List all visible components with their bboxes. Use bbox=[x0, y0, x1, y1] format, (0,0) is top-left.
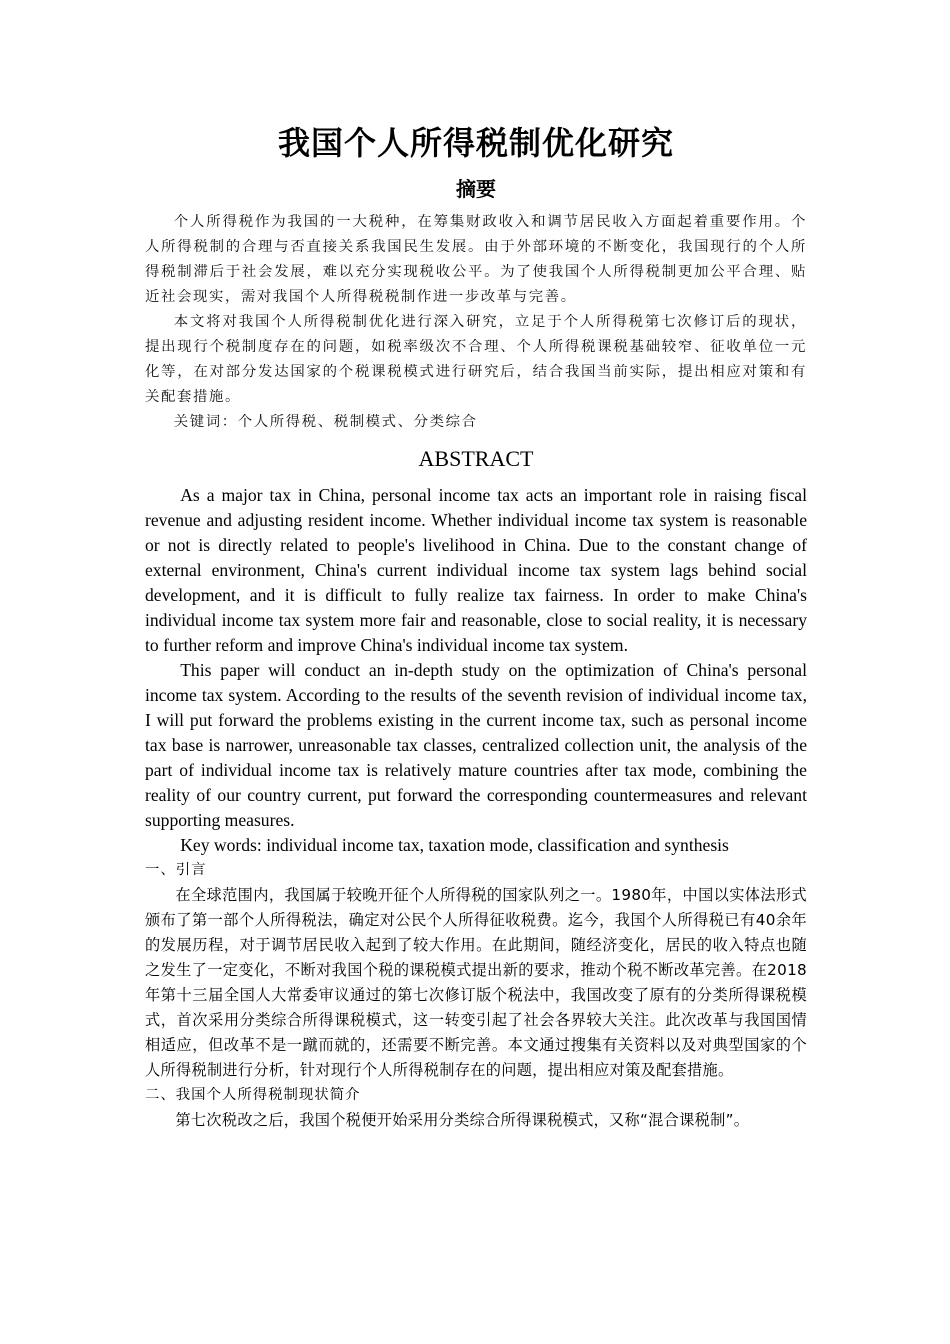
abstract-cn-paragraph-1: 个人所得税作为我国的一大税种，在筹集财政收入和调节居民收入方面起着重要作用。个人所得税制的合理与否直接关系我国民生发展。由于外部环境的不断变化，我国现行的个人所得税制滞后于社会发展，难以充分实现税收公平。为了使我国个人所得税制更加公平合理、贴近社会现实，需对我国个人所得税税制作进一步改革与完善。 bbox=[145, 214, 807, 305]
keywords-en: Key words: individual income tax, taxation mode, classification and synthesis bbox=[180, 835, 729, 855]
abstract-en-heading: ABSTRACT bbox=[418, 446, 534, 471]
keywords-cn: 关键词：个人所得税、税制模式、分类综合 bbox=[173, 414, 478, 430]
document-title: 我国个人所得税制优化研究 bbox=[277, 124, 674, 162]
section-heading-current-status: 二、我国个人所得税制现状简介 bbox=[145, 1087, 361, 1103]
abstract-cn-heading: 摘要 bbox=[456, 177, 496, 201]
section-heading-introduction: 一、引言 bbox=[145, 862, 207, 878]
abstract-en-paragraph-1: As a major tax in China, personal income tax acts an important role in raising fiscal revenue and adjusting resident income. Whether individual income tax system is reasonable or not is directly related to people's livelihood in China. Due to the constant change of external environment, China's current individual income tax system lags behind social development, and it is difficult to fully realize tax fairness. In order to make China's individual income tax system more fair and reasonable, close to social reality, it is necessary to further reform and improve China's individual income tax system. bbox=[145, 485, 807, 655]
current-status-paragraph: 第七次税改之后，我国个税便开始采用分类综合所得课税模式，又称“混合课税制”。 bbox=[175, 1111, 750, 1129]
document-body bbox=[145, 120, 807, 1133]
introduction-paragraph: 在全球范围内，我国属于较晚开征个人所得税的国家队列之一。1980年，中国以实体法形式颁布了第一部个人所得税法，确定对公民个人所得征收税费。迄今，我国个人所得税已有40余年的发展历程，对于调节居民收入起到了较大作用。在此期间，随经济变化，居民的收入特点也随之发生了一定变化，不断对我国个税的课税模式提出新的要求，推动个税不断改革完善。在2018年第十三届全国人大常委审议通过的第七次修订版个税法中，我国改变了原有的分类所得课税模式，首次采用分类综合所得课税模式，这一转变引起了社会各界较大关注。此次改革与我国国情相适应，但改革不是一蹴而就的，还需要不断完善。本文通过搜集有关资料以及对典型国家的个人所得税制进行分析，针对现行个人所得税制存在的问题，提出相应对策及配套措施。 bbox=[145, 886, 807, 1079]
abstract-en-paragraph-2: This paper will conduct an in-depth study on the optimization of China's personal income tax system. According to the results of the seventh revision of individual income tax, I will put forward the problems existing in the current income tax, such as personal income tax base is narrower, unreasonable tax classes, centralized collection unit, the analysis of the part of individual income tax is relatively mature countries after tax mode, combining the reality of our country current, put forward the corresponding countermeasures and relevant supporting measures. bbox=[145, 660, 807, 830]
abstract-cn-paragraph-2: 本文将对我国个人所得税制优化进行深入研究，立足于个人所得税第七次修订后的现状，提出现行个税制度存在的问题，如税率级次不合理、个人所得税课税基础较窄、征收单位一元化等，在对部分发达国家的个税课税模式进行研究后，结合我国当前实际，提出相应对策和有关配套措施。 bbox=[145, 314, 807, 405]
